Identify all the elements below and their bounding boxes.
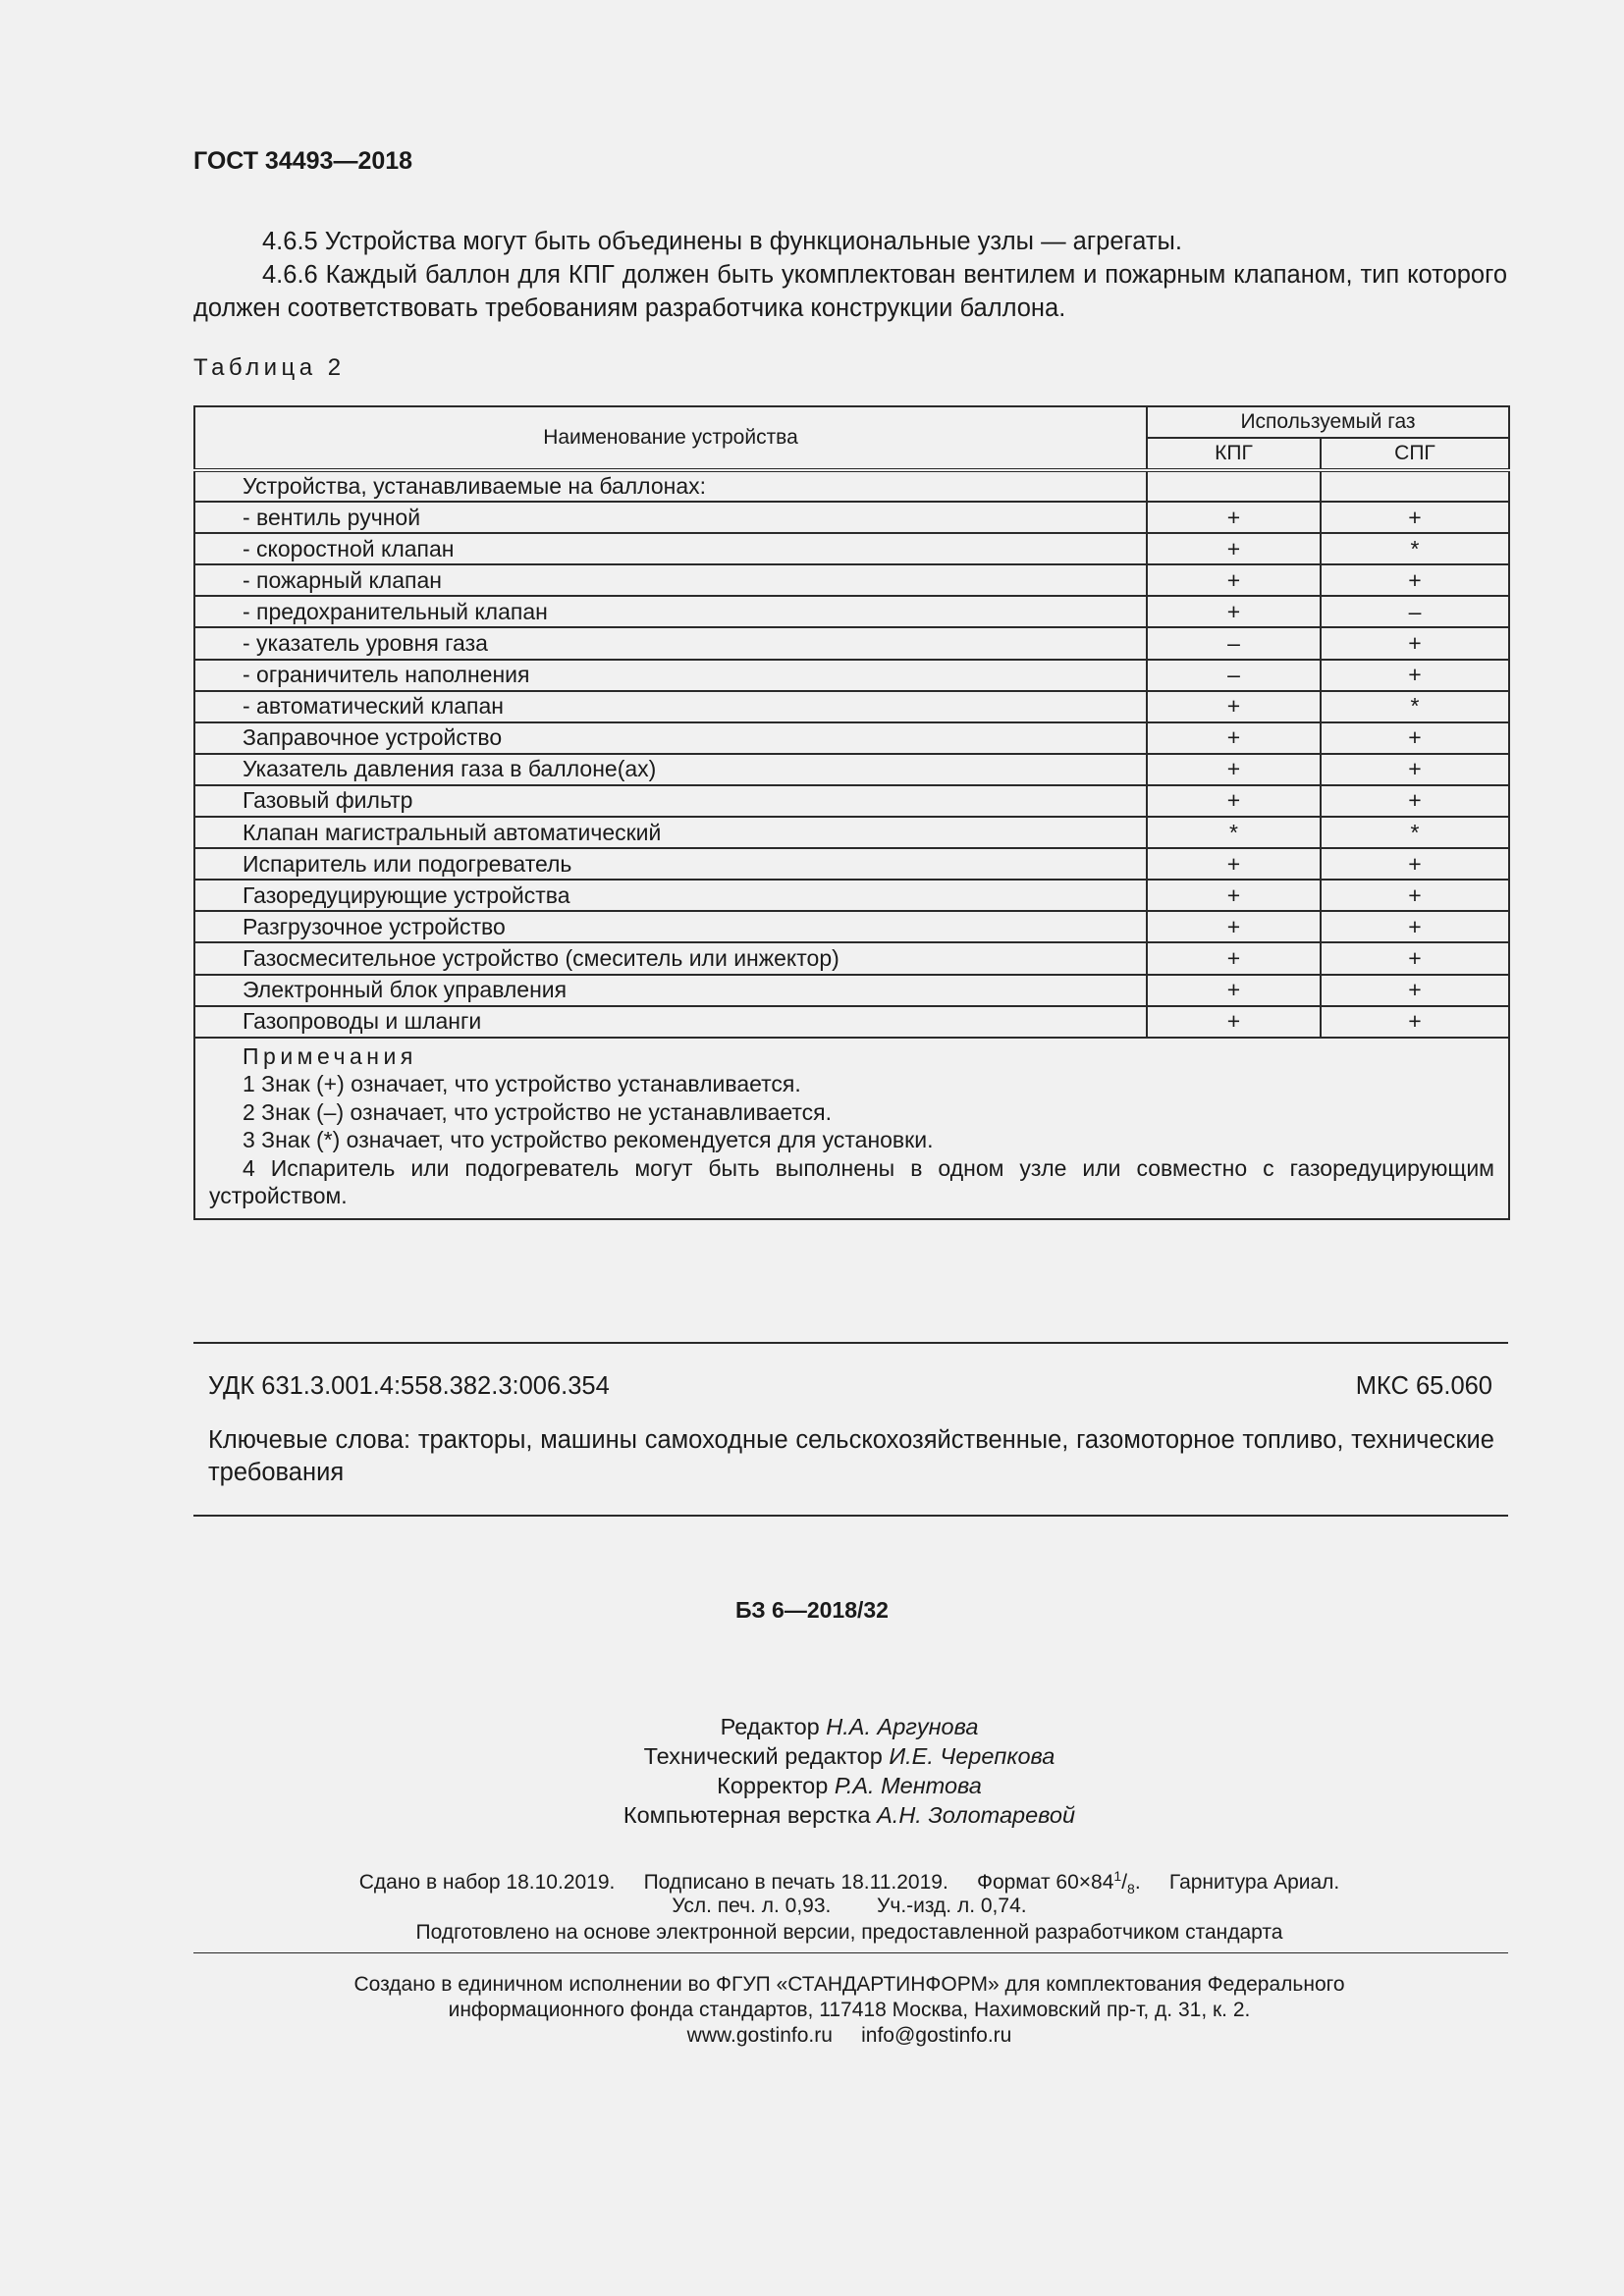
spg-mark-cell: + <box>1321 502 1509 533</box>
imprint-garnitura: Гарнитура Ариал. <box>1168 1871 1340 1894</box>
column-header-kpg: КПГ <box>1147 438 1321 470</box>
note-3: 3 Знак (*) означает, что устройство рекомендуется для установки. <box>243 1127 934 1153</box>
spg-mark-cell: + <box>1321 754 1509 785</box>
site-link[interactable]: www.gostinfo.ru <box>686 2024 833 2047</box>
kpg-mark-cell: + <box>1147 502 1321 533</box>
kpg-mark-cell <box>1147 470 1321 502</box>
keywords: Ключевые слова: тракторы, машины самоходные сельскохозяйственные, газомоторное топливо, технические требования <box>208 1426 1494 1486</box>
spg-mark-cell: + <box>1321 880 1509 911</box>
imprint-uch: Уч.-изд. л. 0,74. <box>877 1895 1027 1917</box>
spg-mark-cell: * <box>1321 691 1509 722</box>
kpg-mark-cell: + <box>1147 533 1321 564</box>
devices-table <box>193 405 1510 1220</box>
spg-mark-cell: + <box>1321 722 1509 754</box>
imprint-usl: Усл. печ. л. 0,93. <box>672 1895 832 1917</box>
device-name-cell: Указатель давления газа в баллоне(ах) <box>194 754 1147 785</box>
spg-mark-cell: + <box>1321 785 1509 817</box>
device-name-cell: - скоростной клапан <box>194 533 1147 564</box>
device-name-cell: - предохранительный клапан <box>194 596 1147 627</box>
credit-tech-editor <box>0 1743 1624 1770</box>
kpg-mark-cell: – <box>1147 660 1321 691</box>
format-sub: 8 <box>1127 1881 1135 1897</box>
imprint-line-1 <box>0 1868 1624 1896</box>
table-row <box>194 564 1509 596</box>
kpg-mark-cell: – <box>1147 627 1321 659</box>
spg-mark-cell: + <box>1321 848 1509 880</box>
credit-person: Н.А. Аргунова <box>826 1714 979 1739</box>
credit-role: Технический редактор <box>643 1743 883 1769</box>
spg-mark-cell: + <box>1321 975 1509 1006</box>
spg-mark-cell: – <box>1321 596 1509 627</box>
table-row <box>194 691 1509 722</box>
paragraph-4-6-5: 4.6.5 Устройства могут быть объединены в функциональные узлы — агрегаты. <box>262 228 1182 255</box>
table-body <box>194 470 1509 1038</box>
credit-person: Р.А. Ментова <box>834 1773 982 1798</box>
kpg-mark-cell: + <box>1147 911 1321 942</box>
table-caption: Таблица 2 <box>193 354 346 381</box>
imprint-prepared: Подготовлено на основе электронной версии, предоставленной разработчиком стандарта <box>415 1921 1283 1944</box>
spg-mark-cell: + <box>1321 660 1509 691</box>
spg-mark-cell: + <box>1321 942 1509 974</box>
kpg-mark-cell: + <box>1147 564 1321 596</box>
imprint-podpisano: Подписано в печать 18.11.2019. <box>643 1871 948 1894</box>
table-row <box>194 785 1509 817</box>
table-row <box>194 975 1509 1006</box>
table-row <box>194 660 1509 691</box>
spg-mark-cell <box>1321 470 1509 502</box>
credit-person: И.Е. Черепкова <box>889 1743 1056 1769</box>
kpg-mark-cell: + <box>1147 848 1321 880</box>
kpg-mark-cell: * <box>1147 817 1321 848</box>
credit-role: Редактор <box>720 1714 820 1739</box>
note-1: 1 Знак (+) означает, что устройство устанавливается. <box>243 1071 801 1097</box>
notes-title: Примечания <box>243 1042 417 1069</box>
imprint-contacts <box>0 2024 1624 2048</box>
spg-mark-cell: * <box>1321 533 1509 564</box>
kpg-mark-cell: + <box>1147 785 1321 817</box>
format-prefix: Формат 60×84 <box>976 1871 1114 1894</box>
imprint-sdano: Сдано в набор 18.10.2019. <box>358 1871 616 1894</box>
column-header-name: Наименование устройства <box>194 406 1147 470</box>
device-name-cell: Испаритель или подогреватель <box>194 848 1147 880</box>
table-row <box>194 911 1509 942</box>
spg-mark-cell: * <box>1321 817 1509 848</box>
table-row <box>194 722 1509 754</box>
table-row <box>194 1006 1509 1038</box>
table-row <box>194 754 1509 785</box>
device-name-cell: Газоредуцирующие устройства <box>194 880 1147 911</box>
device-name-cell: - автоматический клапан <box>194 691 1147 722</box>
credit-layout <box>0 1802 1624 1829</box>
email-link[interactable]: info@gostinfo.ru <box>861 2024 1012 2047</box>
device-name-cell: Заправочное устройство <box>194 722 1147 754</box>
table-row <box>194 627 1509 659</box>
device-name-cell: Устройства, устанавливаемые на баллонах: <box>194 470 1147 502</box>
table-row <box>194 817 1509 848</box>
paragraph-4-6-6: 4.6.6 Каждый баллон для КПГ должен быть укомплектован вентилем и пожарным клапаном, тип которого должен соответствовать требованиям разработчика конструкции баллона. <box>193 261 1507 322</box>
document-header: ГОСТ 34493—2018 <box>193 147 413 175</box>
imprint-created-2: информационного фонда стандартов, 117418 Москва, Нахимовский пр-т, д. 31, к. 2. <box>448 1999 1251 2021</box>
device-name-cell: - указатель уровня газа <box>194 627 1147 659</box>
spg-mark-cell: + <box>1321 564 1509 596</box>
table-row <box>194 502 1509 533</box>
device-name-cell: Клапан магистральный автоматический <box>194 817 1147 848</box>
imprint-created-1: Создано в единичном исполнении во ФГУП «СТАНДАРТИНФОРМ» для комплектования Федерального <box>353 1973 1345 1996</box>
device-name-cell: Газопроводы и шланги <box>194 1006 1147 1038</box>
table-row <box>194 880 1509 911</box>
table-notes <box>194 1038 1509 1219</box>
spg-mark-cell: + <box>1321 1006 1509 1038</box>
note-2: 2 Знак (–) означает, что устройство не устанавливается. <box>243 1098 833 1125</box>
kpg-mark-cell: + <box>1147 754 1321 785</box>
table-row <box>194 533 1509 564</box>
credit-editor <box>0 1714 1624 1740</box>
table-row <box>194 470 1509 502</box>
table-row <box>194 848 1509 880</box>
kpg-mark-cell: + <box>1147 596 1321 627</box>
device-name-cell: Разгрузочное устройство <box>194 911 1147 942</box>
format-sup: 1 <box>1113 1868 1122 1884</box>
kpg-mark-cell: + <box>1147 722 1321 754</box>
imprint-format: Формат $60\times 84^1/_8$. <box>976 1868 1141 1897</box>
kpg-mark-cell: + <box>1147 880 1321 911</box>
kpg-mark-cell: + <box>1147 691 1321 722</box>
imprint-divider <box>193 1952 1508 1953</box>
device-name-cell: Электронный блок управления <box>194 975 1147 1006</box>
note-4: 4 Испаритель или подогреватель могут быть выполнены в одном узле или совместно с газоредуцирующим устройством. <box>209 1154 1494 1209</box>
kpg-mark-cell: + <box>1147 1006 1321 1038</box>
device-name-cell: - пожарный клапан <box>194 564 1147 596</box>
credit-role: Корректор <box>717 1773 829 1798</box>
table-row <box>194 596 1509 627</box>
column-header-spg: СПГ <box>1321 438 1509 470</box>
table-row <box>194 942 1509 974</box>
spg-mark-cell: + <box>1321 911 1509 942</box>
device-name-cell: - вентиль ручной <box>194 502 1147 533</box>
divider-top <box>193 1342 1508 1344</box>
kpg-mark-cell: + <box>1147 942 1321 974</box>
divider-bottom <box>193 1515 1508 1517</box>
column-header-gas: Используемый газ <box>1147 406 1509 438</box>
device-name-cell: Газовый фильтр <box>194 785 1147 817</box>
kpg-mark-cell: + <box>1147 975 1321 1006</box>
udk-code: УДК 631.3.001.4:558.382.3:006.354 <box>208 1372 610 1400</box>
credit-person: А.Н. Золотаревой <box>877 1802 1076 1828</box>
credit-role: Компьютерная верстка <box>623 1802 871 1828</box>
spg-mark-cell: + <box>1321 627 1509 659</box>
device-name-cell: Газосмесительное устройство (смеситель или инжектор) <box>194 942 1147 974</box>
mks-code: МКС 65.060 <box>1355 1372 1492 1400</box>
device-name-cell: - ограничитель наполнения <box>194 660 1147 691</box>
credit-corrector <box>0 1773 1624 1799</box>
imprint-line-2 <box>0 1895 1624 1918</box>
bz-number: БЗ 6—2018/32 <box>735 1597 889 1623</box>
